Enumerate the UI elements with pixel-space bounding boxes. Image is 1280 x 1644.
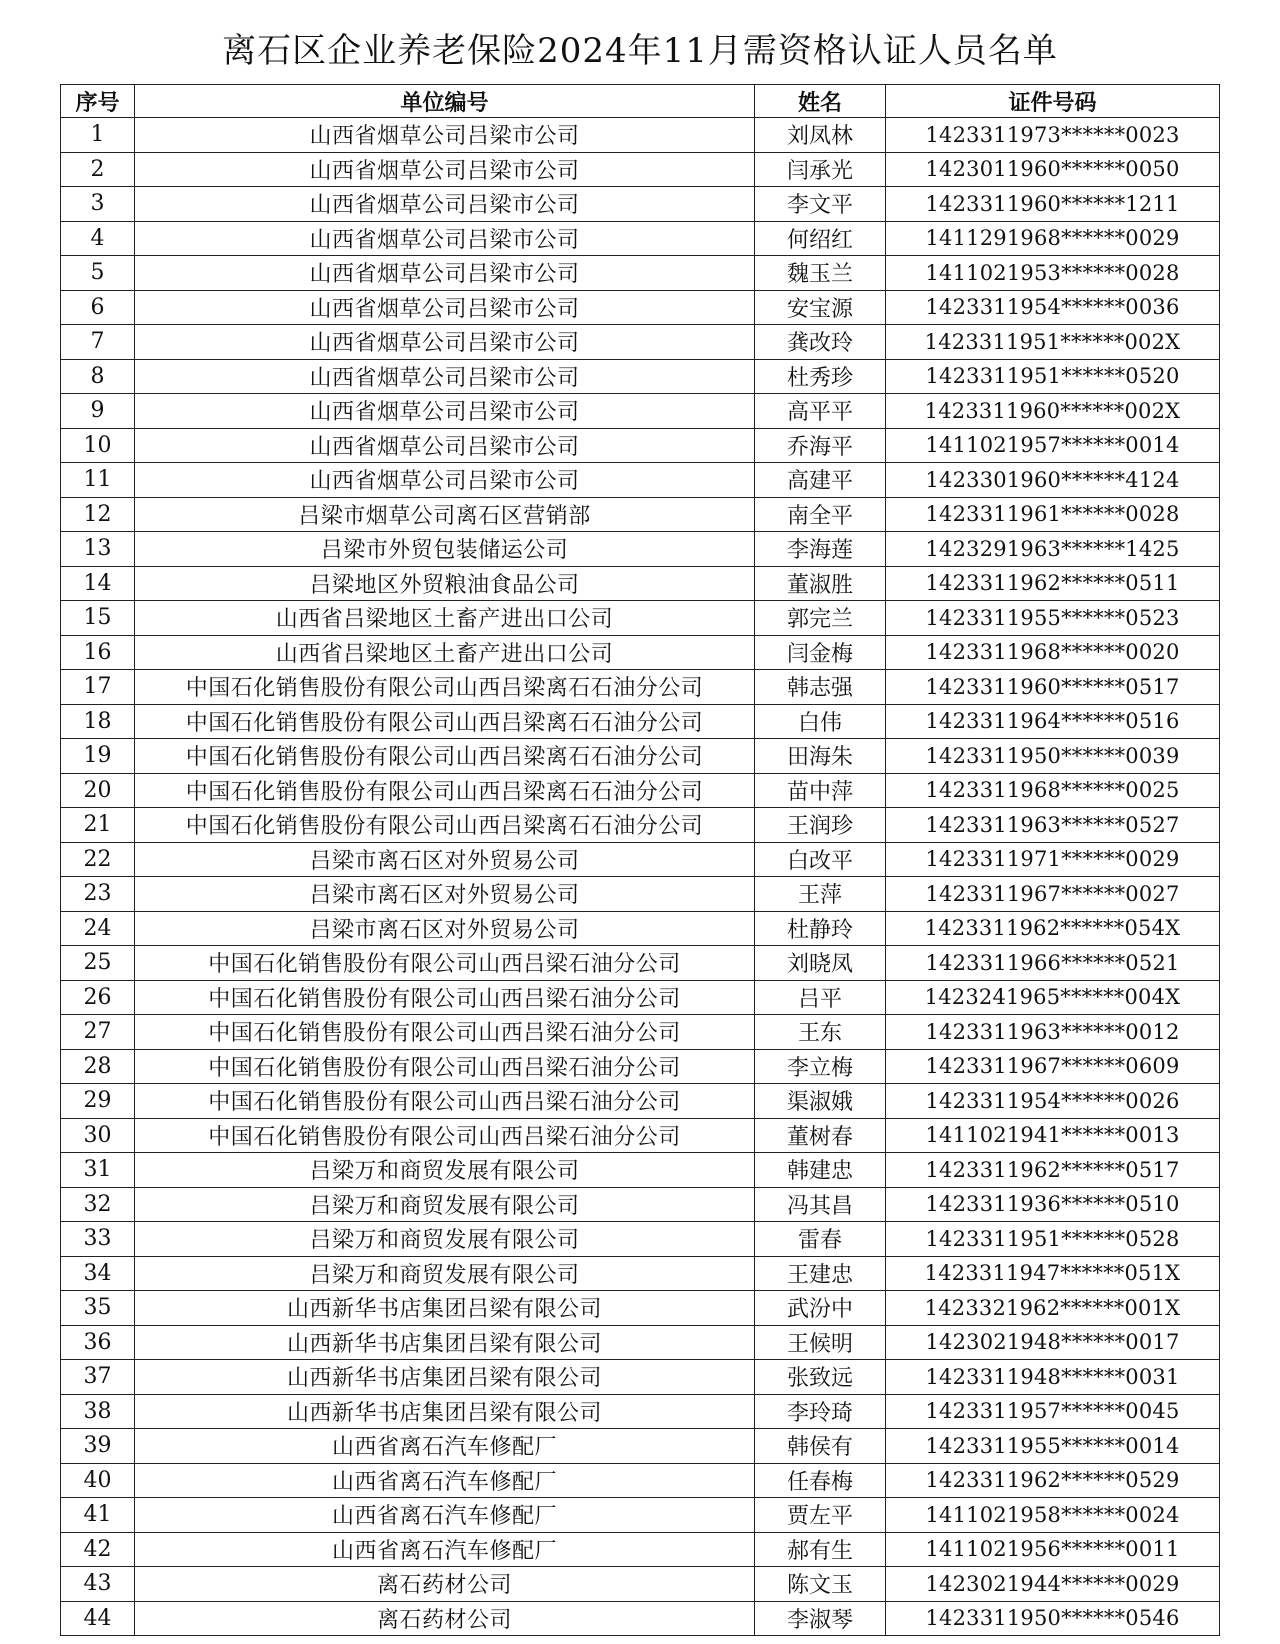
- row-seq: 11: [61, 463, 135, 498]
- row-seq: 34: [61, 1256, 135, 1291]
- header-name: 姓名: [755, 85, 886, 118]
- header-seq: 序号: [61, 85, 135, 118]
- table-row: [61, 704, 1220, 739]
- table-row: [61, 1015, 1220, 1050]
- row-unit: 山西省离石汽车修配厂: [135, 1429, 755, 1464]
- row-id-number: 1423311967******0027: [886, 877, 1220, 912]
- row-seq: 35: [61, 1291, 135, 1326]
- row-seq: 23: [61, 877, 135, 912]
- row-name: 张致远: [755, 1360, 886, 1395]
- row-id-number: 1423311971******0029: [886, 842, 1220, 877]
- row-unit: 离石药材公司: [135, 1567, 755, 1602]
- document-title: 离石区企业养老保险2024年11月需资格认证人员名单: [222, 31, 1058, 71]
- row-seq: 17: [61, 670, 135, 705]
- row-id-number: 1423311960******0517: [886, 670, 1220, 705]
- row-name: 刘晓凤: [755, 946, 886, 981]
- row-id-number: 1423241965******004X: [886, 980, 1220, 1015]
- row-seq: 21: [61, 808, 135, 843]
- row-name: 龚改玲: [755, 325, 886, 360]
- row-name: 南全平: [755, 497, 886, 532]
- row-unit: 吕梁万和商贸发展有限公司: [135, 1256, 755, 1291]
- row-seq: 3: [61, 187, 135, 222]
- table-row: [61, 428, 1220, 463]
- row-seq: 19: [61, 739, 135, 774]
- row-name: 闫金梅: [755, 635, 886, 670]
- row-seq: 43: [61, 1567, 135, 1602]
- row-name: 李文平: [755, 187, 886, 222]
- row-unit: 吕梁市离石区对外贸易公司: [135, 877, 755, 912]
- row-id-number: 1423311964******0516: [886, 704, 1220, 739]
- row-seq: 30: [61, 1118, 135, 1153]
- row-unit: 中国石化销售股份有限公司山西吕梁离石石油分公司: [135, 739, 755, 774]
- table-row: [61, 497, 1220, 532]
- row-seq: 2: [61, 152, 135, 187]
- row-id-number: 1423311951******0520: [886, 359, 1220, 394]
- row-unit: 山西省烟草公司吕梁市公司: [135, 463, 755, 498]
- row-unit: 山西省烟草公司吕梁市公司: [135, 152, 755, 187]
- row-seq: 37: [61, 1360, 135, 1395]
- table-row: [61, 1601, 1220, 1636]
- row-name: 武汾中: [755, 1291, 886, 1326]
- row-id-number: 1423311963******0012: [886, 1015, 1220, 1050]
- row-seq: 26: [61, 980, 135, 1015]
- row-unit: 山西省离石汽车修配厂: [135, 1498, 755, 1533]
- table-body: [61, 118, 1220, 1636]
- row-unit: 山西省吕梁地区土畜产进出口公司: [135, 601, 755, 636]
- row-unit: 吕梁市离石区对外贸易公司: [135, 842, 755, 877]
- table-row: [61, 877, 1220, 912]
- row-id-number: 1423311950******0039: [886, 739, 1220, 774]
- row-name: 董树春: [755, 1118, 886, 1153]
- row-seq: 24: [61, 911, 135, 946]
- table-row: [61, 739, 1220, 774]
- table-row: [61, 566, 1220, 601]
- header-row: [61, 85, 1220, 118]
- row-name: 任春梅: [755, 1463, 886, 1498]
- row-id-number: 1423311948******0031: [886, 1360, 1220, 1395]
- row-seq: 14: [61, 566, 135, 601]
- table-row: [61, 1532, 1220, 1567]
- table-header: [61, 85, 1220, 118]
- row-id-number: 1423021948******0017: [886, 1325, 1220, 1360]
- row-name: 田海朱: [755, 739, 886, 774]
- row-seq: 10: [61, 428, 135, 463]
- row-unit: 山西省烟草公司吕梁市公司: [135, 359, 755, 394]
- row-id-number: 1423311962******0511: [886, 566, 1220, 601]
- row-name: 何绍红: [755, 221, 886, 256]
- row-seq: 39: [61, 1429, 135, 1464]
- table-row: [61, 1463, 1220, 1498]
- row-unit: 吕梁万和商贸发展有限公司: [135, 1187, 755, 1222]
- row-unit: 山西省烟草公司吕梁市公司: [135, 118, 755, 153]
- row-name: 闫承光: [755, 152, 886, 187]
- row-seq: 41: [61, 1498, 135, 1533]
- row-unit: 中国石化销售股份有限公司山西吕梁离石石油分公司: [135, 808, 755, 843]
- row-id-number: 1423301960******4124: [886, 463, 1220, 498]
- row-seq: 18: [61, 704, 135, 739]
- row-name: 白伟: [755, 704, 886, 739]
- table-row: [61, 290, 1220, 325]
- row-id-number: 1423311967******0609: [886, 1049, 1220, 1084]
- table-row: [61, 946, 1220, 981]
- row-unit: 中国石化销售股份有限公司山西吕梁石油分公司: [135, 946, 755, 981]
- row-unit: 山西省烟草公司吕梁市公司: [135, 187, 755, 222]
- table-row: [61, 187, 1220, 222]
- row-seq: 9: [61, 394, 135, 429]
- table-row: [61, 152, 1220, 187]
- row-unit: 中国石化销售股份有限公司山西吕梁石油分公司: [135, 1118, 755, 1153]
- row-unit: 中国石化销售股份有限公司山西吕梁离石石油分公司: [135, 670, 755, 705]
- row-seq: 12: [61, 497, 135, 532]
- row-name: 白改平: [755, 842, 886, 877]
- table-row: [61, 1291, 1220, 1326]
- row-unit: 中国石化销售股份有限公司山西吕梁离石石油分公司: [135, 704, 755, 739]
- table-row: [61, 601, 1220, 636]
- row-seq: 4: [61, 221, 135, 256]
- table-row: [61, 773, 1220, 808]
- row-seq: 44: [61, 1601, 135, 1636]
- row-id-number: 1423311960******1211: [886, 187, 1220, 222]
- table-row: [61, 221, 1220, 256]
- table-row: [61, 911, 1220, 946]
- row-name: 韩侯有: [755, 1429, 886, 1464]
- row-name: 李玲琦: [755, 1394, 886, 1429]
- row-name: 杜静玲: [755, 911, 886, 946]
- row-id-number: 1423311968******0020: [886, 635, 1220, 670]
- row-unit: 吕梁地区外贸粮油食品公司: [135, 566, 755, 601]
- row-name: 李海莲: [755, 532, 886, 567]
- row-name: 陈文玉: [755, 1567, 886, 1602]
- row-id-number: 1423311961******0028: [886, 497, 1220, 532]
- row-seq: 7: [61, 325, 135, 360]
- row-unit: 吕梁市外贸包装储运公司: [135, 532, 755, 567]
- row-name: 乔海平: [755, 428, 886, 463]
- row-seq: 22: [61, 842, 135, 877]
- row-id-number: 1411021941******0013: [886, 1118, 1220, 1153]
- table-row: [61, 1256, 1220, 1291]
- row-unit: 山西省烟草公司吕梁市公司: [135, 325, 755, 360]
- table-row: [61, 1118, 1220, 1153]
- row-id-number: 1423311957******0045: [886, 1394, 1220, 1429]
- row-name: 杜秀珍: [755, 359, 886, 394]
- row-id-number: 1423311954******0036: [886, 290, 1220, 325]
- row-name: 王润珍: [755, 808, 886, 843]
- row-seq: 40: [61, 1463, 135, 1498]
- row-name: 贾左平: [755, 1498, 886, 1533]
- row-name: 冯其昌: [755, 1187, 886, 1222]
- row-id-number: 1423311960******002X: [886, 394, 1220, 429]
- row-unit: 吕梁市离石区对外贸易公司: [135, 911, 755, 946]
- row-seq: 32: [61, 1187, 135, 1222]
- row-unit: 山西省离石汽车修配厂: [135, 1463, 755, 1498]
- table-row: [61, 1084, 1220, 1119]
- row-name: 王萍: [755, 877, 886, 912]
- row-unit: 中国石化销售股份有限公司山西吕梁石油分公司: [135, 1049, 755, 1084]
- row-id-number: 1423311950******0546: [886, 1601, 1220, 1636]
- row-id-number: 1423311963******0527: [886, 808, 1220, 843]
- table-row: [61, 256, 1220, 291]
- table-row: [61, 463, 1220, 498]
- row-name: 高建平: [755, 463, 886, 498]
- table-row: [61, 808, 1220, 843]
- row-unit: 山西省烟草公司吕梁市公司: [135, 394, 755, 429]
- table-row: [61, 394, 1220, 429]
- row-unit: 吕梁万和商贸发展有限公司: [135, 1153, 755, 1188]
- row-id-number: 1423311955******0523: [886, 601, 1220, 636]
- table-row: [61, 325, 1220, 360]
- row-name: 李立梅: [755, 1049, 886, 1084]
- table-row: [61, 670, 1220, 705]
- table-row: [61, 532, 1220, 567]
- table-row: [61, 1325, 1220, 1360]
- row-name: 苗中萍: [755, 773, 886, 808]
- row-id-number: 1423311962******0529: [886, 1463, 1220, 1498]
- row-name: 渠淑娥: [755, 1084, 886, 1119]
- row-name: 郭完兰: [755, 601, 886, 636]
- row-name: 王候明: [755, 1325, 886, 1360]
- row-name: 雷春: [755, 1222, 886, 1257]
- table-row: [61, 980, 1220, 1015]
- table-row: [61, 1394, 1220, 1429]
- row-unit: 山西省吕梁地区土畜产进出口公司: [135, 635, 755, 670]
- row-id-number: 1423311936******0510: [886, 1187, 1220, 1222]
- row-name: 魏玉兰: [755, 256, 886, 291]
- row-id-number: 1423311954******0026: [886, 1084, 1220, 1119]
- row-seq: 13: [61, 532, 135, 567]
- row-id-number: 1423311955******0014: [886, 1429, 1220, 1464]
- row-id-number: 1423311962******054X: [886, 911, 1220, 946]
- row-name: 王东: [755, 1015, 886, 1050]
- row-unit: 中国石化销售股份有限公司山西吕梁石油分公司: [135, 980, 755, 1015]
- row-unit: 山西新华书店集团吕梁有限公司: [135, 1325, 755, 1360]
- row-unit: 山西新华书店集团吕梁有限公司: [135, 1360, 755, 1395]
- header-unit: 单位编号: [135, 85, 755, 118]
- row-id-number: 1423311966******0521: [886, 946, 1220, 981]
- row-unit: 中国石化销售股份有限公司山西吕梁石油分公司: [135, 1084, 755, 1119]
- row-id-number: 1411291968******0029: [886, 221, 1220, 256]
- row-unit: 山西省离石汽车修配厂: [135, 1532, 755, 1567]
- row-unit: 离石药材公司: [135, 1601, 755, 1636]
- table-row: [61, 1567, 1220, 1602]
- row-seq: 5: [61, 256, 135, 291]
- row-id-number: 1423311973******0023: [886, 118, 1220, 153]
- row-unit: 山西新华书店集团吕梁有限公司: [135, 1394, 755, 1429]
- row-seq: 31: [61, 1153, 135, 1188]
- row-id-number: 1411021953******0028: [886, 256, 1220, 291]
- row-name: 安宝源: [755, 290, 886, 325]
- table-row: [61, 1187, 1220, 1222]
- table-row: [61, 1429, 1220, 1464]
- row-seq: 28: [61, 1049, 135, 1084]
- row-unit: 山西省烟草公司吕梁市公司: [135, 256, 755, 291]
- row-seq: 6: [61, 290, 135, 325]
- row-name: 高平平: [755, 394, 886, 429]
- row-name: 刘凤林: [755, 118, 886, 153]
- row-id-number: 1423311951******0528: [886, 1222, 1220, 1257]
- row-name: 董淑胜: [755, 566, 886, 601]
- table-row: [61, 1153, 1220, 1188]
- row-name: 吕平: [755, 980, 886, 1015]
- row-seq: 42: [61, 1532, 135, 1567]
- certification-roster-table: [60, 84, 1220, 1636]
- table-row: [61, 842, 1220, 877]
- table-row: [61, 635, 1220, 670]
- table-row: [61, 1360, 1220, 1395]
- row-unit: 山西新华书店集团吕梁有限公司: [135, 1291, 755, 1326]
- row-seq: 33: [61, 1222, 135, 1257]
- header-id-number: 证件号码: [886, 85, 1220, 118]
- row-seq: 25: [61, 946, 135, 981]
- row-seq: 16: [61, 635, 135, 670]
- row-seq: 15: [61, 601, 135, 636]
- row-name: 王建忠: [755, 1256, 886, 1291]
- row-name: 韩建忠: [755, 1153, 886, 1188]
- row-seq: 8: [61, 359, 135, 394]
- row-unit: 中国石化销售股份有限公司山西吕梁石油分公司: [135, 1015, 755, 1050]
- table-row: [61, 1222, 1220, 1257]
- row-id-number: 1423311951******002X: [886, 325, 1220, 360]
- table-row: [61, 118, 1220, 153]
- row-unit: 山西省烟草公司吕梁市公司: [135, 290, 755, 325]
- row-id-number: 1423311962******0517: [886, 1153, 1220, 1188]
- row-unit: 吕梁市烟草公司离石区营销部: [135, 497, 755, 532]
- row-name: 郝有生: [755, 1532, 886, 1567]
- row-id-number: 1423011960******0050: [886, 152, 1220, 187]
- table-row: [61, 359, 1220, 394]
- row-seq: 36: [61, 1325, 135, 1360]
- row-id-number: 1411021958******0024: [886, 1498, 1220, 1533]
- row-id-number: 1423021944******0029: [886, 1567, 1220, 1602]
- row-unit: 中国石化销售股份有限公司山西吕梁离石石油分公司: [135, 773, 755, 808]
- row-unit: 吕梁万和商贸发展有限公司: [135, 1222, 755, 1257]
- row-seq: 29: [61, 1084, 135, 1119]
- row-id-number: 1423321962******001X: [886, 1291, 1220, 1326]
- row-seq: 20: [61, 773, 135, 808]
- row-id-number: 1423311947******051X: [886, 1256, 1220, 1291]
- row-name: 李淑琴: [755, 1601, 886, 1636]
- row-seq: 1: [61, 118, 135, 153]
- row-id-number: 1411021956******0011: [886, 1532, 1220, 1567]
- table-row: [61, 1049, 1220, 1084]
- row-unit: 山西省烟草公司吕梁市公司: [135, 428, 755, 463]
- row-id-number: 1411021957******0014: [886, 428, 1220, 463]
- row-seq: 38: [61, 1394, 135, 1429]
- table-row: [61, 1498, 1220, 1533]
- row-unit: 山西省烟草公司吕梁市公司: [135, 221, 755, 256]
- row-name: 韩志强: [755, 670, 886, 705]
- row-seq: 27: [61, 1015, 135, 1050]
- row-id-number: 1423311968******0025: [886, 773, 1220, 808]
- row-id-number: 1423291963******1425: [886, 532, 1220, 567]
